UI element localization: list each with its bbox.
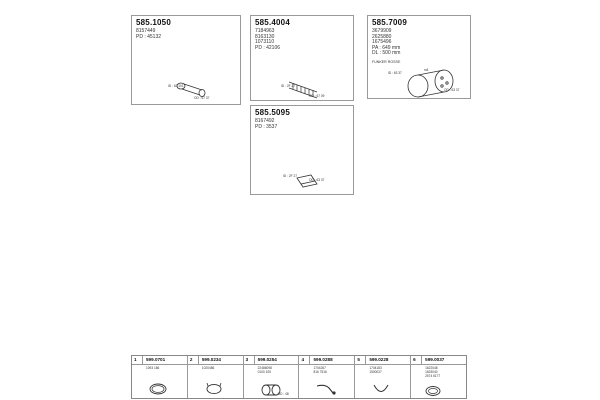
reference-line: 1704183 — [369, 366, 382, 370]
tailpipe-drawing — [172, 76, 232, 106]
accessory-cell[interactable] — [411, 356, 466, 398]
reference-line: 2625880 — [372, 33, 392, 40]
reference-line: 8163130 — [255, 33, 275, 40]
reference-line: DL : 500 mm — [372, 50, 401, 57]
part-card-585-7009[interactable] — [367, 15, 471, 99]
part-number: 585.5095 — [255, 108, 290, 117]
accessory-references — [313, 366, 326, 374]
accessory-header — [244, 356, 299, 365]
part-reference-list — [372, 29, 400, 57]
accessory-references — [258, 366, 272, 374]
part-number: 585.1050 — [136, 18, 171, 27]
reference-line: 1020486 — [201, 366, 215, 370]
accessory-code: 599.0228 — [369, 357, 389, 362]
accessory-code: 599.0037 — [425, 357, 445, 362]
accessory-header — [188, 356, 243, 365]
accessory-code: 599.0288 — [313, 357, 333, 362]
accessory-index: 6 — [413, 357, 416, 362]
dimension-label: ID : 2F 27 — [283, 174, 297, 178]
part-number: 585.7009 — [372, 18, 407, 27]
reference-line: 1625040 — [425, 370, 438, 374]
hanger-icon — [315, 382, 337, 396]
reference-line: 22486098 — [257, 366, 272, 370]
clamp-icon — [423, 384, 443, 398]
dimension-label: ID : 63 101 — [168, 84, 184, 88]
part-reference-list — [255, 119, 277, 130]
accessory-cell[interactable] — [299, 356, 355, 398]
accessory-header — [411, 356, 466, 365]
dimension-label: OD : 67 09 — [309, 94, 325, 98]
accessory-code: 599.0234 — [201, 357, 221, 362]
reference-line: 816 7516 — [313, 370, 327, 374]
accessory-cell[interactable] — [244, 356, 300, 398]
dimension-label: m4 — [424, 68, 429, 72]
reference-line: 1093 186 — [146, 366, 160, 370]
accessory-header — [355, 356, 410, 365]
accessory-index: 3 — [245, 357, 249, 362]
clamp-icon — [204, 380, 224, 396]
part-card-585-1050[interactable] — [131, 15, 241, 105]
accessory-header — [132, 356, 187, 365]
accessory-header — [299, 356, 354, 365]
note-label: FUNKER ROSSE — [372, 60, 401, 64]
dimension-label: OD : 48 — [277, 392, 289, 396]
accessory-index: 4 — [301, 357, 305, 362]
dimension-label: OD : 67 37 — [194, 96, 210, 100]
accessory-index: 5 — [357, 357, 360, 362]
accessory-index: 2 — [189, 357, 193, 362]
reference-line: PA : 649 mm — [372, 44, 401, 51]
reference-line: 8167492 — [255, 118, 275, 124]
accessory-code: 599.0254 — [257, 357, 277, 362]
accessory-strip — [131, 355, 467, 399]
reference-line: 0100 105 — [257, 370, 271, 374]
part-reference-list — [255, 29, 280, 51]
dimension-label: ID : 63 37 — [388, 71, 402, 75]
reference-line: PD : 45132 — [136, 33, 162, 40]
accessory-cell[interactable] — [132, 356, 188, 398]
accessory-cell[interactable] — [355, 356, 411, 398]
reference-line: 2574 6177 — [425, 374, 441, 378]
reference-line: PD : 3537 — [255, 123, 278, 130]
reference-line: 1675496 — [372, 39, 392, 46]
reference-line: 7184963 — [255, 28, 275, 34]
ring-clamp-icon — [371, 382, 391, 396]
reference-line: 1500037 — [369, 370, 382, 374]
accessory-references — [425, 366, 440, 378]
accessory-references — [202, 366, 214, 370]
accessory-cell[interactable] — [188, 356, 244, 398]
reference-line: 1704267 — [313, 366, 326, 370]
accessory-code: 599.0701 — [146, 357, 166, 362]
part-card-585-5095[interactable] — [250, 105, 354, 195]
clamp-icon — [148, 380, 168, 396]
reference-line: 1073110 — [255, 39, 275, 46]
part-number: 585.4004 — [255, 18, 290, 27]
reference-line: 8157449 — [136, 28, 156, 34]
accessory-references — [146, 366, 159, 370]
dimension-label: ID : 2F 27 — [281, 84, 295, 88]
reference-line: PD : 42106 — [255, 44, 281, 51]
part-card-585-4004[interactable] — [250, 15, 354, 101]
part-reference-list — [136, 29, 161, 40]
accessory-references — [369, 366, 381, 374]
dimension-label: OD : 63 37 — [444, 88, 460, 92]
dimension-label: OD : 63 37 — [309, 178, 325, 182]
reference-line: 3679909 — [372, 28, 392, 34]
accessory-index: 1 — [134, 357, 137, 362]
reference-line: 1622048 — [425, 366, 438, 370]
